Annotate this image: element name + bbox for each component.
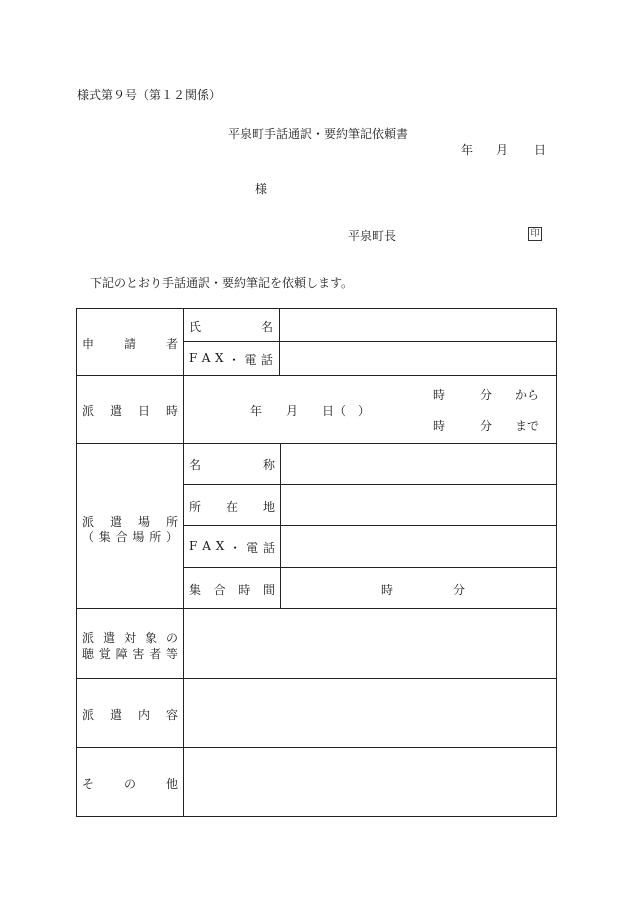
meeting-place-label: （ 集 合 場 所 ） bbox=[82, 530, 178, 544]
dispatch-datetime-label: 派 遣 日 時 bbox=[82, 404, 178, 418]
dispatch-year-label: 年 bbox=[250, 404, 263, 418]
applicant-name-label: 氏 名 bbox=[189, 320, 273, 334]
dispatch-from-label: から bbox=[515, 388, 540, 402]
target-person-label-line2: 聴 覚 障 害 者 等 bbox=[82, 647, 178, 661]
place-name-label: 名 称 bbox=[189, 458, 275, 472]
dispatch-day-label: 日（ ） bbox=[322, 404, 371, 418]
date-year-label: 年 bbox=[461, 143, 474, 157]
date-day-label: 日 bbox=[534, 143, 547, 157]
place-fax-field[interactable] bbox=[282, 527, 555, 566]
applicant-label: 申 請 者 bbox=[82, 337, 178, 351]
place-fax-label: F A X ・ 電 話 bbox=[189, 539, 275, 555]
other-field[interactable] bbox=[185, 749, 555, 815]
dispatch-place-label: 派 遣 場 所 bbox=[82, 515, 178, 529]
place-address-label: 所 在 地 bbox=[189, 500, 275, 514]
applicant-fax-label: F A X ・ 電 話 bbox=[189, 351, 273, 367]
other-label: そ の 他 bbox=[82, 777, 178, 791]
dispatch-until-label: まで bbox=[515, 419, 540, 433]
target-person-label-line1: 派 遣 対 象 の bbox=[82, 631, 178, 645]
form-number: 様式第９号（第１２関係） bbox=[77, 88, 222, 102]
applicant-fax-field[interactable] bbox=[281, 343, 555, 374]
place-name-field[interactable] bbox=[282, 445, 555, 483]
place-address-field[interactable] bbox=[282, 486, 555, 524]
meeting-time-label: 集 合 時 間 bbox=[189, 583, 275, 597]
dispatch-content-label: 派 遣 内 容 bbox=[82, 708, 178, 722]
issuer-label: 平泉町長 bbox=[348, 229, 397, 243]
addressee-suffix: 様 bbox=[255, 182, 268, 196]
seal-mark-icon: 印 bbox=[528, 227, 542, 241]
dispatch-from-hour-label: 時 bbox=[433, 388, 446, 402]
target-person-field[interactable] bbox=[185, 610, 555, 677]
document-title: 平泉町手話通訳・要約筆記依頼書 bbox=[228, 127, 409, 141]
meeting-hour-label: 時 bbox=[381, 583, 394, 597]
date-month-label: 月 bbox=[496, 143, 509, 157]
applicant-name-field[interactable] bbox=[281, 310, 555, 340]
dispatch-until-hour-label: 時 bbox=[433, 419, 446, 433]
dispatch-until-minute-label: 分 bbox=[480, 419, 493, 433]
meeting-minute-label: 分 bbox=[453, 583, 466, 597]
intro-text: 下記のとおり手話通訳・要約筆記を依頼します。 bbox=[90, 276, 354, 290]
dispatch-content-field[interactable] bbox=[185, 680, 555, 746]
dispatch-month-label: 月 bbox=[286, 404, 299, 418]
dispatch-from-minute-label: 分 bbox=[480, 388, 493, 402]
